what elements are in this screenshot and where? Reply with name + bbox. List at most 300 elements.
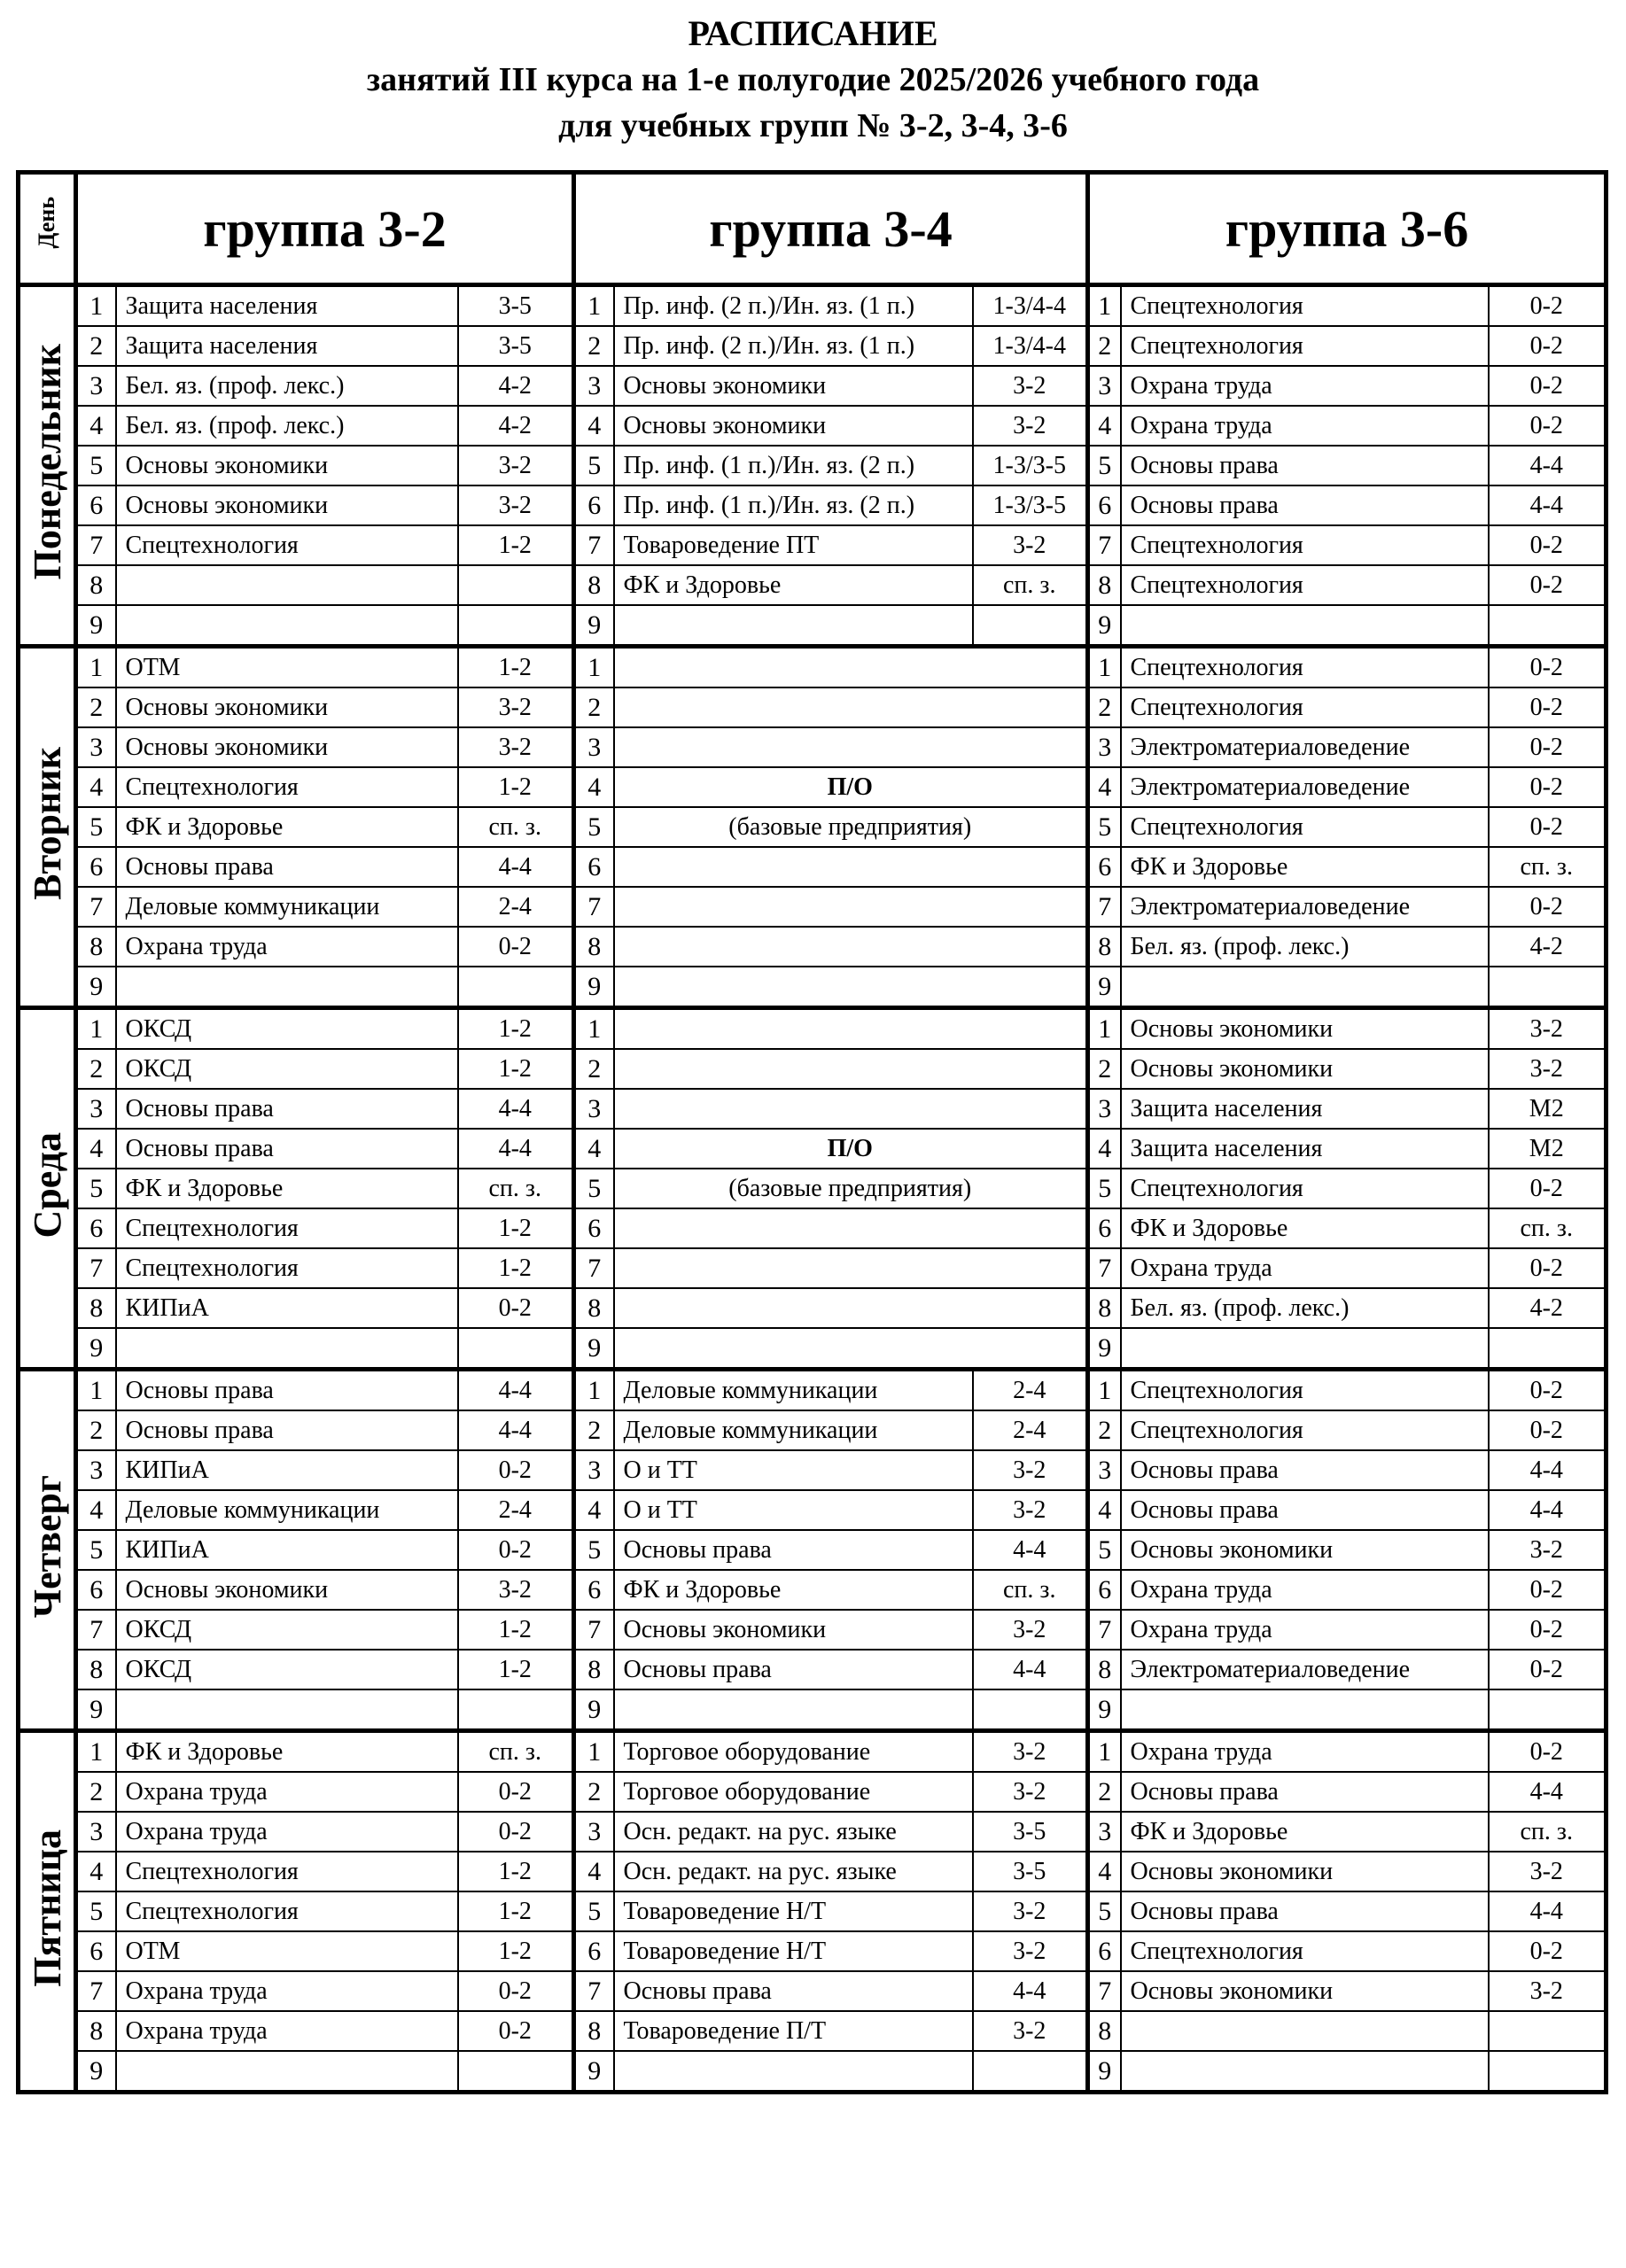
subject-cell: Основы экономики: [614, 406, 973, 446]
lesson-number: 1: [574, 285, 614, 327]
subject-cell: Основы права: [116, 1129, 458, 1169]
lesson-number: 7: [574, 887, 614, 927]
table-row: [19, 1370, 1607, 1411]
day-label: Четверг: [19, 1370, 76, 1731]
practice-cell: П/О: [614, 1129, 1088, 1169]
subject-cell: Спецтехнология: [116, 1208, 458, 1248]
lesson-number: 7: [76, 887, 116, 927]
table-row: [19, 1610, 1607, 1650]
subject-cell: Электроматериаловедение: [1121, 727, 1489, 767]
subject-cell: ФК и Здоровье: [116, 1169, 458, 1208]
room-cell: 0-2: [1489, 767, 1607, 807]
subject-cell: Осн. редакт. на рус. языке: [614, 1812, 973, 1852]
lesson-number: 7: [1088, 887, 1121, 927]
lesson-number: 8: [574, 565, 614, 605]
table-row: [19, 2011, 1607, 2051]
table-row: [19, 565, 1607, 605]
room-cell: 0-2: [458, 1450, 574, 1490]
subject-cell: Деловые коммуникации: [614, 1370, 973, 1411]
room-cell: М2: [1489, 1089, 1607, 1129]
room-cell: 0-2: [1489, 887, 1607, 927]
subject-cell: Спецтехнология: [1121, 1169, 1489, 1208]
room-cell: [458, 1689, 574, 1731]
table-row: [19, 1891, 1607, 1931]
subject-cell: Пр. инф. (1 п.)/Ин. яз. (2 п.): [614, 485, 973, 525]
subject-cell: Основы права: [614, 1530, 973, 1570]
lesson-number: 2: [574, 1772, 614, 1812]
practice-cell: [614, 1288, 1088, 1328]
lesson-number: 8: [574, 2011, 614, 2051]
room-cell: [458, 565, 574, 605]
subject-cell: Спецтехнология: [1121, 687, 1489, 727]
lesson-number: 9: [574, 1689, 614, 1731]
subject-cell: Защита населения: [116, 326, 458, 366]
subject-cell: Основы права: [116, 1410, 458, 1450]
subject-cell: Товароведение П/Т: [614, 2011, 973, 2051]
practice-cell: [614, 687, 1088, 727]
table-row: [19, 2051, 1607, 2093]
room-cell: [1489, 2011, 1607, 2051]
lesson-number: 3: [76, 1089, 116, 1129]
lesson-number: 4: [1088, 1852, 1121, 1891]
room-cell: 1-2: [458, 1931, 574, 1971]
room-cell: 0-2: [1489, 1570, 1607, 1610]
lesson-number: 2: [574, 687, 614, 727]
lesson-number: 4: [76, 406, 116, 446]
subject-cell: Основы экономики: [1121, 1049, 1489, 1089]
day-label: Понедельник: [19, 285, 76, 647]
lesson-number: 5: [574, 1530, 614, 1570]
lesson-number: 6: [1088, 1570, 1121, 1610]
room-cell: 1-2: [458, 1610, 574, 1650]
subject-cell: Спецтехнология: [1121, 326, 1489, 366]
subject-cell: Основы права: [614, 1650, 973, 1689]
subject-cell: [116, 967, 458, 1008]
subject-cell: Защита населения: [1121, 1089, 1489, 1129]
subject-cell: [116, 565, 458, 605]
subject-cell: Основы права: [1121, 1772, 1489, 1812]
table-row: [19, 1008, 1607, 1050]
practice-cell: [614, 1248, 1088, 1288]
subject-cell: Пр. инф. (2 п.)/Ин. яз. (1 п.): [614, 285, 973, 327]
practice-cell: [614, 1208, 1088, 1248]
room-cell: 0-2: [458, 1971, 574, 2011]
subject-cell: Пр. инф. (1 п.)/Ин. яз. (2 п.): [614, 446, 973, 485]
lesson-number: 9: [574, 967, 614, 1008]
lesson-number: 3: [574, 366, 614, 406]
room-cell: сп. з.: [458, 1169, 574, 1208]
subject-cell: Бел. яз. (проф. лекс.): [116, 406, 458, 446]
room-cell: 4-4: [1489, 1891, 1607, 1931]
room-cell: сп. з.: [973, 565, 1088, 605]
room-cell: [1489, 2051, 1607, 2093]
table-row: [19, 1530, 1607, 1570]
lesson-number: 3: [1088, 1089, 1121, 1129]
subject-cell: Спецтехнология: [1121, 285, 1489, 327]
subject-cell: Основы экономики: [1121, 1530, 1489, 1570]
subject-cell: Деловые коммуникации: [116, 1490, 458, 1530]
subject-cell: ФК и Здоровье: [1121, 1208, 1489, 1248]
room-cell: 0-2: [458, 1772, 574, 1812]
room-cell: 3-2: [973, 1931, 1088, 1971]
day-label: Среда: [19, 1008, 76, 1370]
room-cell: 3-2: [973, 1610, 1088, 1650]
subject-cell: Электроматериаловедение: [1121, 887, 1489, 927]
subject-cell: Основы права: [116, 847, 458, 887]
schedule-table: [16, 170, 1608, 2094]
table-row: [19, 767, 1607, 807]
day-label: Пятница: [19, 1731, 76, 2093]
subject-cell: [1121, 605, 1489, 647]
lesson-number: 9: [76, 1689, 116, 1731]
subject-cell: Охрана труда: [1121, 1570, 1489, 1610]
table-row: [19, 605, 1607, 647]
subject-cell: ФК и Здоровье: [614, 565, 973, 605]
table-row: [19, 887, 1607, 927]
lesson-number: 6: [574, 1570, 614, 1610]
subject-cell: [614, 605, 973, 647]
room-cell: 0-2: [458, 927, 574, 967]
lesson-number: 5: [76, 1530, 116, 1570]
lesson-number: 3: [574, 1450, 614, 1490]
lesson-number: 6: [76, 1931, 116, 1971]
subject-cell: Основы экономики: [116, 1570, 458, 1610]
subject-cell: Спецтехнология: [1121, 807, 1489, 847]
lesson-number: 5: [1088, 807, 1121, 847]
table-row: [19, 1049, 1607, 1089]
room-cell: 0-2: [458, 2011, 574, 2051]
room-cell: 3-2: [973, 1772, 1088, 1812]
subject-cell: КИПиА: [116, 1288, 458, 1328]
schedule-groups-line: для учебных групп № 3-2, 3-4, 3-6: [558, 107, 1068, 144]
subject-cell: ФК и Здоровье: [116, 1731, 458, 1773]
table-row: [19, 1208, 1607, 1248]
lesson-number: 4: [76, 767, 116, 807]
room-cell: 4-4: [458, 1129, 574, 1169]
subject-cell: Товароведение Н/Т: [614, 1931, 973, 1971]
practice-cell: [614, 967, 1088, 1008]
lesson-number: 8: [76, 927, 116, 967]
subject-cell: Торговое оборудование: [614, 1772, 973, 1812]
room-cell: 3-2: [458, 687, 574, 727]
room-cell: 3-2: [1489, 1971, 1607, 2011]
lesson-number: 6: [76, 485, 116, 525]
room-cell: 1-2: [458, 1650, 574, 1689]
subject-cell: Основы экономики: [1121, 1971, 1489, 2011]
room-cell: 3-2: [973, 1490, 1088, 1530]
subject-cell: О и ТТ: [614, 1450, 973, 1490]
subject-cell: [1121, 1328, 1489, 1370]
room-cell: 3-5: [458, 285, 574, 327]
subject-cell: Охрана труда: [116, 1971, 458, 2011]
lesson-number: 1: [1088, 1731, 1121, 1773]
table-row: [19, 1570, 1607, 1610]
lesson-number: 4: [574, 1852, 614, 1891]
lesson-number: 4: [1088, 767, 1121, 807]
table-row: [19, 1169, 1607, 1208]
subject-cell: Пр. инф. (2 п.)/Ин. яз. (1 п.): [614, 326, 973, 366]
lesson-number: 2: [76, 1772, 116, 1812]
lesson-number: 9: [1088, 1689, 1121, 1731]
table-row: [19, 1772, 1607, 1812]
room-cell: 3-2: [973, 406, 1088, 446]
lesson-number: 9: [76, 967, 116, 1008]
lesson-number: 2: [574, 1049, 614, 1089]
room-cell: 0-2: [1489, 687, 1607, 727]
lesson-number: 5: [574, 1891, 614, 1931]
room-cell: [1489, 1689, 1607, 1731]
room-cell: 3-2: [1489, 1530, 1607, 1570]
subject-cell: [116, 605, 458, 647]
room-cell: [1489, 605, 1607, 647]
subject-cell: Охрана труда: [1121, 1248, 1489, 1288]
subject-cell: Спецтехнология: [1121, 647, 1489, 688]
room-cell: 1-3/3-5: [973, 485, 1088, 525]
subject-cell: Охрана труда: [1121, 1610, 1489, 1650]
room-cell: 4-2: [1489, 927, 1607, 967]
lesson-number: 4: [1088, 406, 1121, 446]
room-cell: 0-2: [1489, 727, 1607, 767]
subject-cell: Основы права: [1121, 1450, 1489, 1490]
subject-cell: Основы права: [116, 1089, 458, 1129]
room-cell: 0-2: [1489, 1410, 1607, 1450]
lesson-number: 3: [76, 727, 116, 767]
lesson-number: 6: [1088, 847, 1121, 887]
room-cell: 4-2: [458, 366, 574, 406]
table-row: [19, 927, 1607, 967]
practice-cell: (базовые предприятия): [614, 1169, 1088, 1208]
room-cell: [458, 1328, 574, 1370]
practice-cell: П/О: [614, 767, 1088, 807]
subject-cell: Спецтехнология: [116, 525, 458, 565]
lesson-number: 9: [1088, 2051, 1121, 2093]
lesson-number: 1: [574, 1370, 614, 1411]
subject-cell: [1121, 2011, 1489, 2051]
room-cell: сп. з.: [458, 1731, 574, 1773]
lesson-number: 1: [76, 1370, 116, 1411]
subject-cell: Основы экономики: [614, 366, 973, 406]
lesson-number: 8: [76, 1650, 116, 1689]
lesson-number: 6: [1088, 1208, 1121, 1248]
room-cell: [973, 605, 1088, 647]
room-cell: 4-4: [973, 1971, 1088, 2011]
lesson-number: 1: [1088, 1008, 1121, 1050]
subject-cell: О и ТТ: [614, 1490, 973, 1530]
lesson-number: 6: [574, 1208, 614, 1248]
lesson-number: 2: [1088, 1049, 1121, 1089]
room-cell: сп. з.: [1489, 1812, 1607, 1852]
subject-cell: Основы экономики: [1121, 1852, 1489, 1891]
lesson-number: 7: [1088, 1971, 1121, 2011]
subject-cell: Спецтехнология: [116, 1852, 458, 1891]
lesson-number: 6: [574, 847, 614, 887]
day-column-header: День: [19, 173, 76, 285]
subject-cell: Основы права: [1121, 446, 1489, 485]
subject-cell: Защита населения: [116, 285, 458, 327]
lesson-number: 8: [1088, 1650, 1121, 1689]
room-cell: 2-4: [973, 1410, 1088, 1450]
lesson-number: 4: [1088, 1490, 1121, 1530]
lesson-number: 3: [76, 1812, 116, 1852]
subject-cell: Электроматериаловедение: [1121, 767, 1489, 807]
table-row: [19, 366, 1607, 406]
lesson-number: 3: [76, 1450, 116, 1490]
lesson-number: 1: [76, 1731, 116, 1773]
lesson-number: 5: [76, 1169, 116, 1208]
lesson-number: 5: [76, 446, 116, 485]
lesson-number: 2: [76, 1410, 116, 1450]
lesson-number: 3: [574, 727, 614, 767]
table-row: [19, 1248, 1607, 1288]
lesson-number: 3: [1088, 366, 1121, 406]
room-cell: [973, 2051, 1088, 2093]
practice-cell: (базовые предприятия): [614, 807, 1088, 847]
lesson-number: 8: [1088, 1288, 1121, 1328]
practice-cell: [614, 847, 1088, 887]
group-header: группа 3-2: [76, 173, 574, 285]
subject-cell: Деловые коммуникации: [614, 1410, 973, 1450]
room-cell: 0-2: [1489, 1610, 1607, 1650]
table-row: [19, 1490, 1607, 1530]
room-cell: 0-2: [1489, 1370, 1607, 1411]
subject-cell: [116, 1689, 458, 1731]
subject-cell: [1121, 1689, 1489, 1731]
table-row: [19, 1731, 1607, 1773]
room-cell: [458, 605, 574, 647]
lesson-number: 7: [1088, 525, 1121, 565]
room-cell: 4-4: [458, 1089, 574, 1129]
lesson-number: 8: [1088, 565, 1121, 605]
lesson-number: 9: [76, 605, 116, 647]
room-cell: 4-2: [1489, 1288, 1607, 1328]
room-cell: 0-2: [458, 1812, 574, 1852]
table-row: [19, 1931, 1607, 1971]
room-cell: 3-2: [973, 366, 1088, 406]
room-cell: 4-4: [1489, 446, 1607, 485]
room-cell: 3-2: [458, 485, 574, 525]
table-row: [19, 1288, 1607, 1328]
lesson-number: 2: [574, 1410, 614, 1450]
lesson-number: 4: [76, 1490, 116, 1530]
lesson-number: 4: [574, 406, 614, 446]
lesson-number: 5: [76, 807, 116, 847]
subject-cell: Товароведение Н/Т: [614, 1891, 973, 1931]
subject-cell: Спецтехнология: [1121, 565, 1489, 605]
table-row: [19, 525, 1607, 565]
lesson-number: 6: [574, 1931, 614, 1971]
room-cell: 0-2: [1489, 285, 1607, 327]
subject-cell: Электроматериаловедение: [1121, 1650, 1489, 1689]
room-cell: 4-4: [1489, 1490, 1607, 1530]
lesson-number: 8: [574, 927, 614, 967]
subject-cell: Основы экономики: [116, 485, 458, 525]
subject-cell: Основы экономики: [116, 727, 458, 767]
subject-cell: Охрана труда: [1121, 366, 1489, 406]
room-cell: М2: [1489, 1129, 1607, 1169]
practice-cell: [614, 887, 1088, 927]
table-row: [19, 687, 1607, 727]
lesson-number: 7: [1088, 1610, 1121, 1650]
day-label: Вторник: [19, 647, 76, 1008]
subject-cell: Товароведение ПТ: [614, 525, 973, 565]
room-cell: сп. з.: [458, 807, 574, 847]
practice-cell: [614, 1008, 1088, 1050]
room-cell: [458, 2051, 574, 2093]
subject-cell: Деловые коммуникации: [116, 887, 458, 927]
subject-cell: ОКСД: [116, 1650, 458, 1689]
lesson-number: 1: [76, 1008, 116, 1050]
lesson-number: 1: [574, 1008, 614, 1050]
subject-cell: ОТМ: [116, 647, 458, 688]
room-cell: 0-2: [1489, 1169, 1607, 1208]
room-cell: [1489, 1328, 1607, 1370]
subject-cell: Охрана труда: [1121, 1731, 1489, 1773]
subject-cell: Охрана труда: [116, 1772, 458, 1812]
lesson-number: 2: [1088, 687, 1121, 727]
table-row: [19, 807, 1607, 847]
subject-cell: Бел. яз. (проф. лекс.): [116, 366, 458, 406]
table-row: [19, 326, 1607, 366]
subject-cell: Спецтехнология: [116, 1891, 458, 1931]
lesson-number: 7: [76, 525, 116, 565]
subject-cell: Охрана труда: [116, 2011, 458, 2051]
lesson-number: 2: [76, 1049, 116, 1089]
room-cell: 0-2: [458, 1530, 574, 1570]
lesson-number: 7: [76, 1610, 116, 1650]
practice-cell: [614, 927, 1088, 967]
lesson-number: 3: [1088, 1450, 1121, 1490]
room-cell: 0-2: [1489, 1931, 1607, 1971]
room-cell: 3-2: [973, 1731, 1088, 1773]
room-cell: 2-4: [973, 1370, 1088, 1411]
lesson-number: 4: [574, 1490, 614, 1530]
lesson-number: 4: [76, 1129, 116, 1169]
lesson-number: 7: [76, 1248, 116, 1288]
lesson-number: 6: [76, 1208, 116, 1248]
room-cell: 1-2: [458, 1248, 574, 1288]
group-header: группа 3-6: [1088, 173, 1607, 285]
table-row: [19, 406, 1607, 446]
table-row: [19, 485, 1607, 525]
room-cell: 3-2: [458, 727, 574, 767]
table-row: [19, 285, 1607, 327]
schedule-subtitle: занятий III курса на 1-е полугодие 2025/2026 учебного года: [366, 61, 1260, 98]
room-cell: 0-2: [1489, 647, 1607, 688]
lesson-number: 5: [574, 807, 614, 847]
room-cell: 4-4: [1489, 485, 1607, 525]
lesson-number: 1: [574, 647, 614, 688]
lesson-number: 9: [1088, 605, 1121, 647]
subject-cell: Основы права: [1121, 1490, 1489, 1530]
lesson-number: 5: [574, 446, 614, 485]
room-cell: 1-2: [458, 1891, 574, 1931]
room-cell: сп. з.: [973, 1570, 1088, 1610]
table-row: [19, 446, 1607, 485]
subject-cell: Спецтехнология: [1121, 1931, 1489, 1971]
header-row: [19, 173, 1607, 285]
subject-cell: ФК и Здоровье: [614, 1570, 973, 1610]
practice-cell: [614, 1328, 1088, 1370]
lesson-number: 4: [1088, 1129, 1121, 1169]
room-cell: 0-2: [1489, 565, 1607, 605]
subject-cell: Основы права: [116, 1370, 458, 1411]
room-cell: 3-2: [973, 1891, 1088, 1931]
room-cell: 3-2: [973, 1450, 1088, 1490]
table-row: [19, 1129, 1607, 1169]
room-cell: 4-4: [973, 1650, 1088, 1689]
lesson-number: 8: [574, 1650, 614, 1689]
lesson-number: 2: [76, 326, 116, 366]
